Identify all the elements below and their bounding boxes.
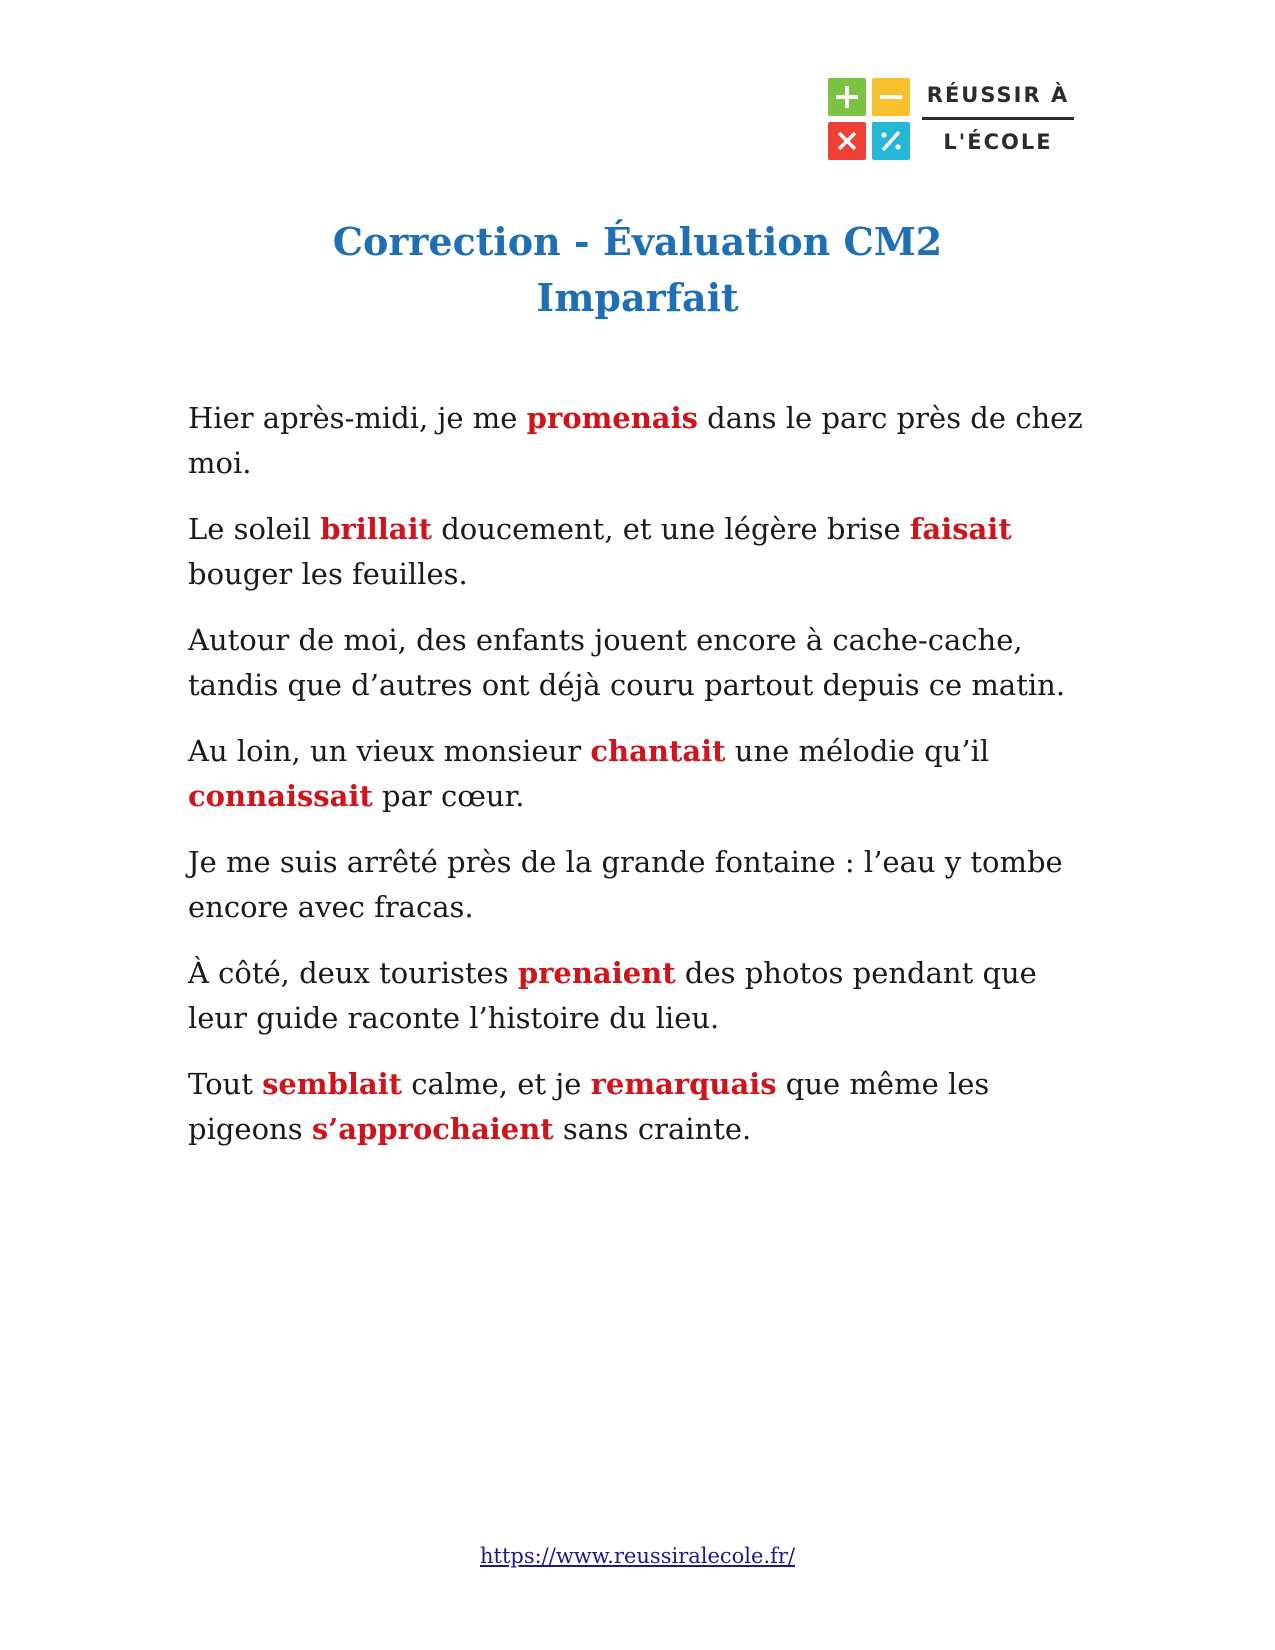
sentence-text: que même les pigeons	[188, 1067, 990, 1146]
logo-line-1: RÉUSSIR À	[926, 83, 1070, 107]
site-logo	[828, 78, 1078, 160]
imparfait-verb: brillait	[320, 512, 432, 546]
sentence-text: Au loin, un vieux monsieur	[188, 734, 591, 768]
percent-icon	[872, 122, 910, 160]
title-line-1: Correction - Évaluation CM2	[332, 219, 943, 264]
logo-wordmark	[922, 78, 1074, 160]
paragraph	[188, 396, 1088, 486]
correction-text	[188, 396, 1088, 1173]
paragraph	[188, 1062, 1088, 1152]
paragraph	[188, 840, 1088, 930]
imparfait-verb: promenais	[526, 401, 698, 435]
imparfait-verb: remarquais	[590, 1067, 777, 1101]
sentence-text: Autour de moi, des enfants jouent encore à cache-cache, tandis que d’autres ont déjà couru partout depuis ce matin.	[188, 623, 1066, 702]
website-link[interactable]: https://www.reussiralecole.fr/	[479, 1544, 796, 1568]
paragraph	[188, 729, 1088, 819]
imparfait-verb: prenaient	[517, 956, 676, 990]
logo-tiles	[828, 78, 910, 160]
minus-icon	[872, 78, 910, 116]
logo-line-2: L'ÉCOLE	[943, 130, 1053, 154]
sentence-text: une mélodie qu’il	[725, 734, 990, 768]
sentence-text: par cœur.	[372, 779, 525, 813]
sentence-text: Tout	[188, 1067, 263, 1101]
page-title	[0, 214, 1275, 326]
sentence-text: doucement, et une légère brise	[432, 512, 910, 546]
title-line-2: Imparfait	[536, 275, 739, 320]
logo-divider	[922, 117, 1074, 120]
sentence-text: dans le parc près de chez moi.	[188, 401, 1083, 480]
sentence-text: Hier après-midi, je me	[188, 401, 527, 435]
sentence-text: À côté, deux touristes	[188, 956, 518, 990]
sentence-text: bouger les feuilles.	[188, 557, 468, 591]
plus-icon	[828, 78, 866, 116]
footer	[0, 1544, 1275, 1568]
sentence-text: Je me suis arrêté près de la grande fontaine : l’eau y tombe encore avec fracas.	[188, 845, 1063, 924]
imparfait-verb: chantait	[590, 734, 726, 768]
sentence-text: Le soleil	[188, 512, 321, 546]
imparfait-verb: s’approchaient	[311, 1112, 554, 1146]
sentence-text: des photos pendant que leur guide raconte l’histoire du lieu.	[188, 956, 1037, 1035]
times-icon	[828, 122, 866, 160]
paragraph	[188, 951, 1088, 1041]
imparfait-verb: faisait	[909, 512, 1012, 546]
imparfait-verb: connaissait	[188, 779, 373, 813]
sentence-text: sans crainte.	[553, 1112, 752, 1146]
sentence-text: calme, et je	[402, 1067, 591, 1101]
imparfait-verb: semblait	[262, 1067, 403, 1101]
paragraph	[188, 507, 1088, 597]
paragraph	[188, 618, 1088, 708]
